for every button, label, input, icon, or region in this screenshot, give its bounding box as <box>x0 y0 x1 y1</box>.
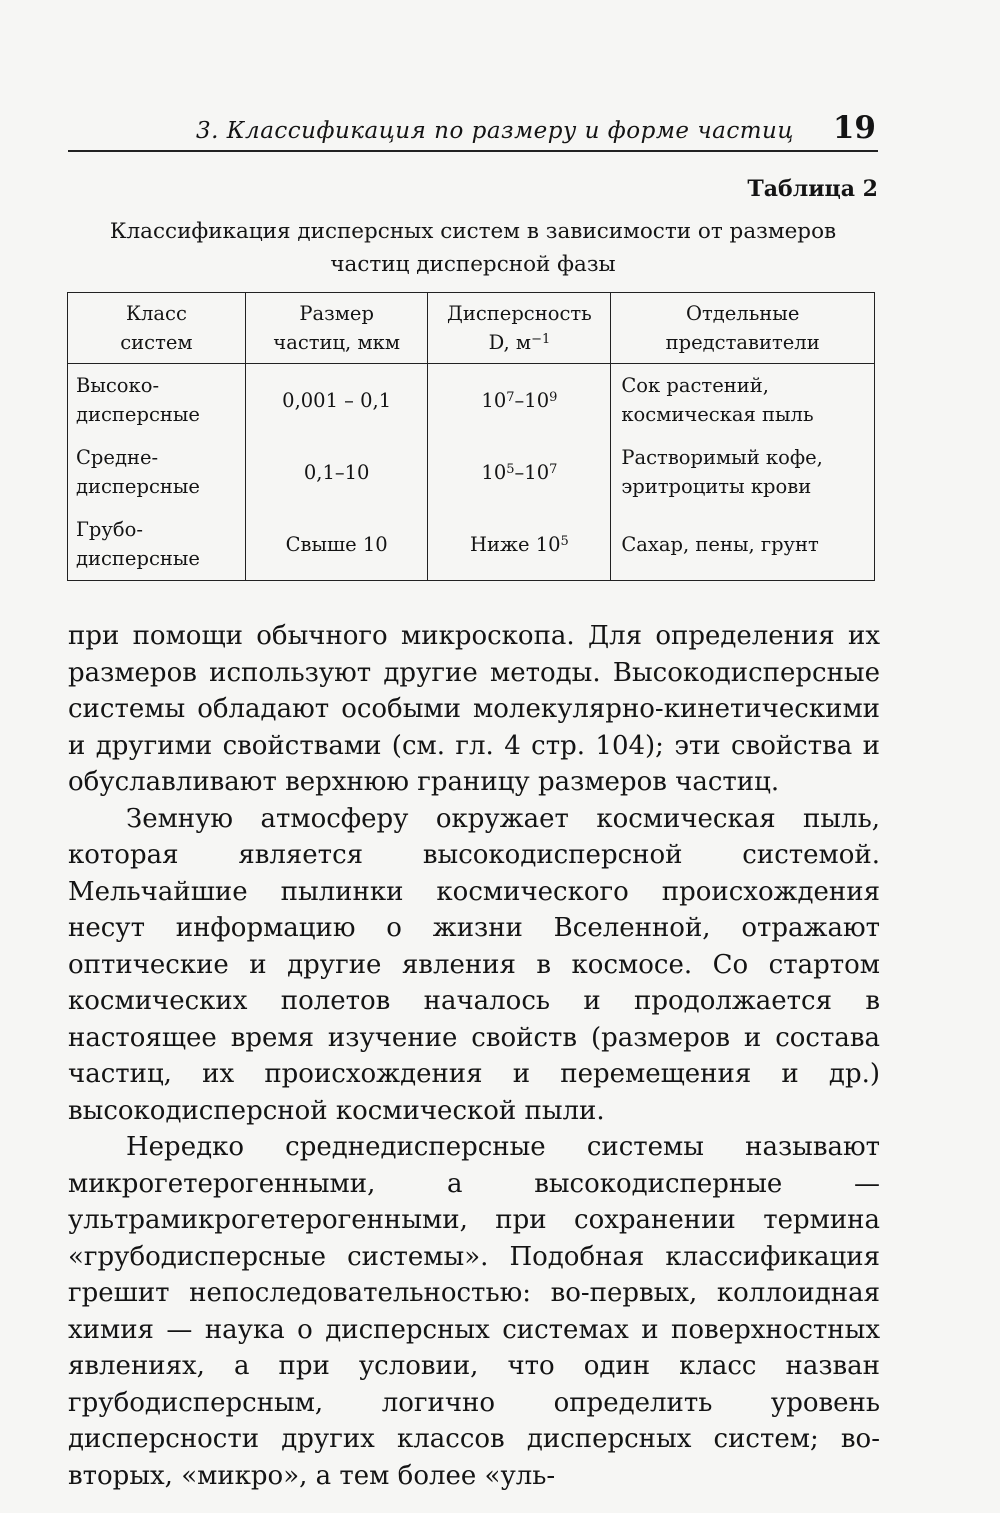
examples-line2: космическая пыль <box>621 403 814 426</box>
dispersion-classification-table <box>67 292 875 581</box>
cell-size: Свыше 10 <box>245 508 428 581</box>
disp-exp: 7 <box>549 461 558 477</box>
cell-class <box>68 436 246 508</box>
header-dispersity <box>428 293 611 364</box>
class-line1: Средне- <box>76 446 159 469</box>
cell-examples <box>611 436 875 508</box>
header-size-line2: частиц, мкм <box>273 330 400 354</box>
class-line2: дисперсные <box>76 475 200 498</box>
disp-base: 10 <box>481 388 507 412</box>
table-row <box>68 436 875 508</box>
cell-size: 0,1–10 <box>245 436 428 508</box>
header-size-line1: Размер <box>299 301 374 325</box>
paragraph: при помощи обычного микроскопа. Для определения их размеров используют другие методы. Высокодисперсные системы обладают особыми молекулярно-кинетическими и другими свойствами (см. гл. 4 стр. 104); эти свойства и обуславливают верхнюю границу размеров частиц. <box>68 621 880 797</box>
examples-line2: эритроциты крови <box>621 475 812 498</box>
cell-class <box>68 508 246 581</box>
cell-examples <box>611 364 875 437</box>
header-size <box>245 293 428 364</box>
header-disp-line1: Дисперсность <box>447 301 592 325</box>
class-line2: дисперсные <box>76 547 200 570</box>
class-line1: Грубо- <box>76 518 143 541</box>
running-title: 3. Классификация по размеру и форме частиц <box>196 118 794 144</box>
header-disp-symbol: D, м <box>488 330 532 354</box>
body-text <box>68 618 880 1494</box>
header-class-line2: систем <box>120 330 193 354</box>
disp-exp: 5 <box>506 461 515 477</box>
disp-base: 10 <box>524 460 550 484</box>
table-header-row <box>68 293 875 364</box>
cell-dispersity <box>428 436 611 508</box>
disp-sep: – <box>514 460 525 484</box>
cell-size: 0,001 – 0,1 <box>245 364 428 437</box>
examples-line1: Сок растений, <box>621 374 769 397</box>
table-row <box>68 508 875 581</box>
disp-exp: 7 <box>506 389 515 405</box>
disp-base: 10 <box>524 388 550 412</box>
running-head <box>68 108 878 152</box>
cell-dispersity <box>428 508 611 581</box>
header-class-line1: Класс <box>125 301 187 325</box>
page-number: 19 <box>832 110 876 146</box>
header-disp-exp: −1 <box>531 331 551 347</box>
header-examples <box>611 293 875 364</box>
class-line1: Высоко- <box>76 374 160 397</box>
paragraph: Нередко среднедисперсные системы называют микрогетерогенными, а высокодисперные — ультрамикрогетерогенными, при сохранении термина «грубодисперсные системы». Подобная классификация грешит непоследовательностью: во-первых, коллоидная химия — наука о дисперсных системах и поверхностных явлениях, а при условии, что один класс назван грубодисперсным, логично определить уровень дисперсности других классов дисперсных систем; во-вторых, «микро», а тем более «уль- <box>68 1132 880 1491</box>
header-examples-line2: представители <box>665 330 820 354</box>
cell-class <box>68 364 246 437</box>
cell-dispersity <box>428 364 611 437</box>
cell-examples: Сахар, пены, грунт <box>611 508 875 581</box>
disp-base: 10 <box>481 460 507 484</box>
disp-sep: – <box>514 388 525 412</box>
header-class <box>68 293 246 364</box>
header-examples-line1: Отдельные <box>685 301 800 325</box>
disp-exp: 9 <box>549 389 558 405</box>
table-row <box>68 364 875 437</box>
disp-prefix: Ниже 10 <box>470 532 561 556</box>
table-label: Таблица 2 <box>747 176 878 202</box>
table-caption: Классификация дисперсных систем в зависимости от размеров частиц дисперсной фазы <box>109 219 837 277</box>
paragraph: Земную атмосферу окружает космическая пыль, которая является высокодисперсной системой. Мельчайшие пылинки космического происхождения несут информацию о жизни Вселенной, отражают оптические и другие явления в космосе. Со стартом космических полетов началось и продолжается в настоящее время изучение свойств (размеров и состава частиц, их происхождения и перемещения и др.) высокодисперсной космической пыли. <box>68 803 880 1126</box>
disp-exp: 5 <box>560 533 569 549</box>
examples-line1: Растворимый кофе, <box>621 446 823 469</box>
class-line2: дисперсные <box>76 403 200 426</box>
